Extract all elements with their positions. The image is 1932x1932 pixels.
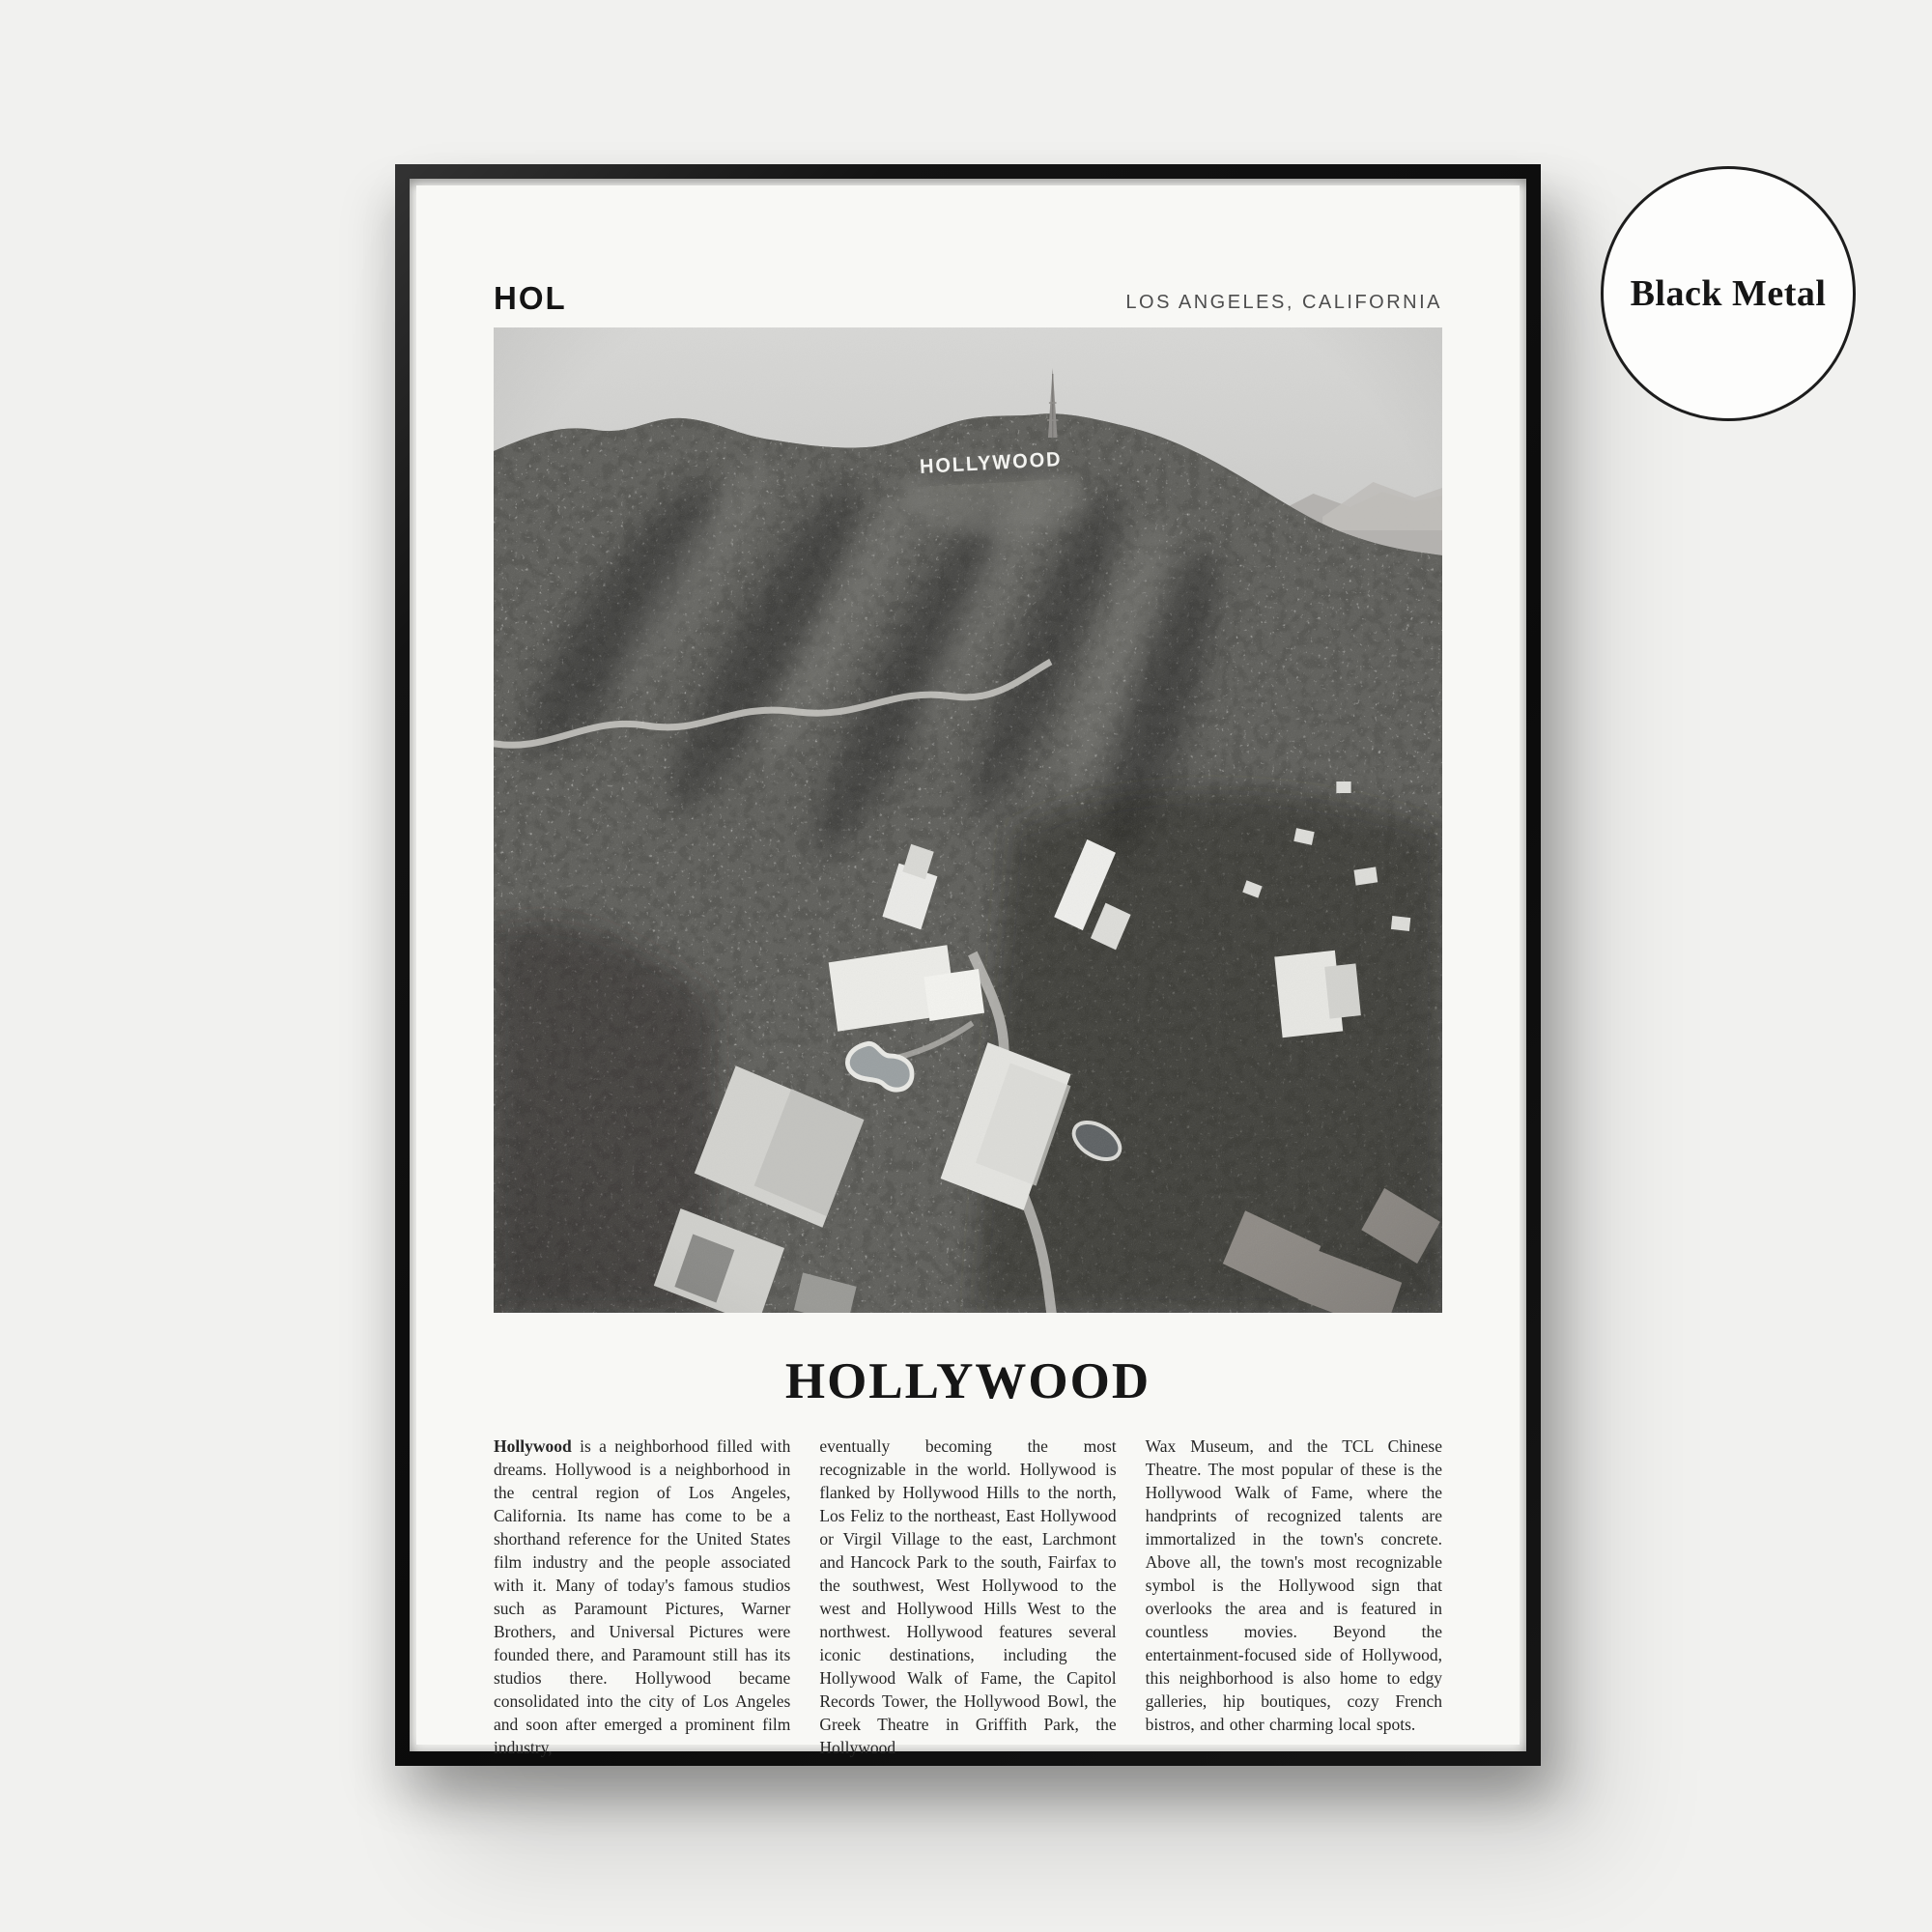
poster-header <box>494 282 1442 317</box>
hollywood-aerial-photo <box>494 327 1442 1313</box>
body-column-3 <box>1146 1435 1442 1759</box>
body-column-1 <box>494 1435 790 1759</box>
poster <box>416 185 1520 1758</box>
body-column-3-text: Wax Museum, and the TCL Chinese Theatre. The most popular of these is the Hollywood Walk of Fame, where the handprints of recognized talents are immortalized in the town's concrete. Above all, the town's most recognizable symbol is the Hollywood sign that overlooks the area and is featured in countless movies. Beyond the entertainment-focused side of Hollywood, this neighborhood is also home to edgy galleries, hip boutiques, cozy French bistros, and other charming local spots. <box>1145 1436 1442 1735</box>
frame-option-badge <box>1601 166 1856 421</box>
poster-code: HOL <box>494 280 567 316</box>
body-column-1-lead: Hollywood <box>494 1436 572 1457</box>
body-column-2 <box>819 1435 1116 1759</box>
poster-body <box>494 1435 1442 1759</box>
body-column-2-text: eventually becoming the most recognizable in the world. Hollywood is flanked by Hollywood Hills to the north, Los Feliz to the northeast, East Hollywood or Virgil Village to the east, Larchmont and Hancock Park to the south, Fairfax to the southwest, West Hollywood to the west and Hollywood Hills West to the northwest. Hollywood features several iconic destinations, including the Hollywood Walk of Fame, the Capitol Records Tower, the Hollywood Bowl, the Greek Theatre in Griffith Park, the Hollywood <box>819 1436 1117 1758</box>
frame-option-label: Black Metal <box>1630 273 1827 314</box>
body-column-1-text: is a neighborhood filled with dreams. Hollywood is a neighborhood in the central region of Los Angeles, California. Its name has come to be a shorthand reference for the United States film industry and the people associated with it. Many of today's famous studios such as Paramount Pictures, Warner Brothers, and Universal Pictures were founded there, and Paramount still has its studios there. Hollywood became consolidated into the city of Los Angeles and soon after emerged a prominent film industry, <box>494 1436 791 1758</box>
frame-inner-mat <box>410 179 1526 1758</box>
poster-title: HOLLYWOOD <box>784 1353 1151 1409</box>
poster-location: LOS ANGELES, CALIFORNIA <box>1125 292 1442 313</box>
poster-frame <box>395 164 1541 1766</box>
